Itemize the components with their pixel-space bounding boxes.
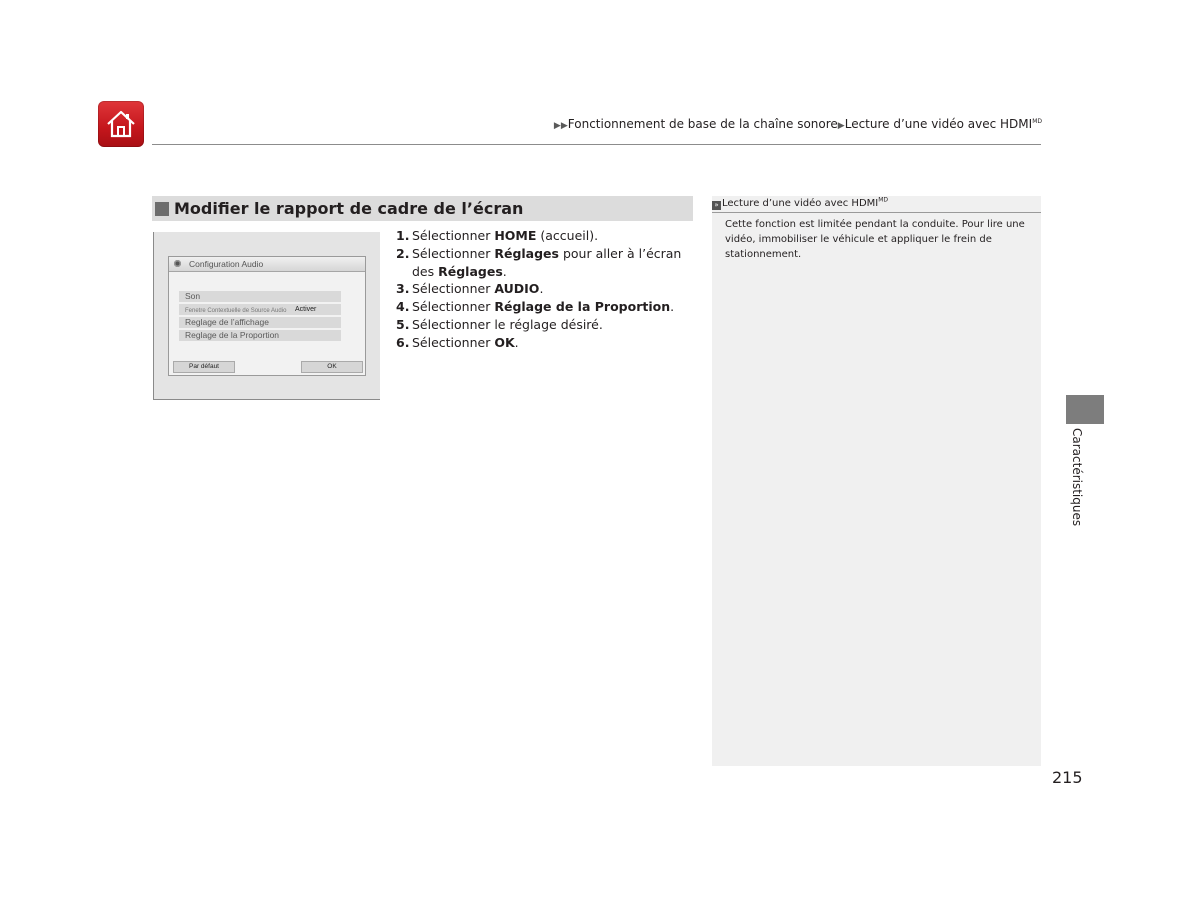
- sidebar-title-sup: MD: [878, 196, 889, 204]
- breadcrumb-sup: MD: [1032, 118, 1042, 125]
- menu-item-proportion: [179, 330, 341, 341]
- step-item: [396, 227, 696, 245]
- menu-item-label: Fenetre Contextuelle de Source Audio: [185, 308, 287, 314]
- step-keyword: AUDIO: [494, 281, 540, 297]
- step-keyword: HOME: [494, 228, 537, 243]
- menu-item-label: Reglage de la Proportion: [185, 330, 280, 340]
- menu-item-popup-source: [179, 304, 341, 315]
- step-keyword: OK: [494, 334, 515, 350]
- step-item: [396, 245, 696, 281]
- menu-item-label: Reglage de l’affichage: [185, 317, 269, 327]
- step-number: 2.: [396, 245, 410, 261]
- reference-arrow-icon: »: [712, 201, 721, 210]
- step-text: pour aller à l’écran des: [412, 245, 682, 279]
- step-number: 5.: [396, 316, 410, 332]
- home-icon[interactable]: [98, 101, 144, 147]
- audio-settings-dialog: [168, 256, 366, 376]
- sidebar-note: [712, 196, 1041, 766]
- step-text: (accueil).: [536, 228, 599, 243]
- breadcrumb: [554, 117, 1042, 131]
- step-item: [396, 334, 696, 352]
- step-item: [396, 298, 696, 316]
- section-header: [152, 196, 693, 221]
- menu-item-display: [179, 317, 341, 328]
- settings-dot-icon: [174, 260, 181, 267]
- step-number: 4.: [396, 299, 410, 315]
- menu-item-son: [179, 291, 341, 302]
- chapter-tab[interactable]: [1066, 395, 1104, 424]
- step-text: Sélectionner: [412, 245, 495, 261]
- menu-item-label: Son: [185, 291, 201, 301]
- section-square-icon: [155, 202, 169, 216]
- step-number: 1.: [396, 228, 410, 243]
- chapter-label: Caractéristiques: [1070, 428, 1084, 527]
- step-text: Sélectionner: [412, 281, 495, 297]
- page-number: 215: [1052, 768, 1083, 787]
- breadcrumb-part1[interactable]: Fonctionnement de base de la chaîne sonore: [567, 117, 838, 131]
- step-item: [396, 316, 696, 334]
- step-keyword: Réglages: [494, 245, 559, 261]
- step-item: [396, 280, 696, 298]
- steps-list: [396, 227, 696, 352]
- step-number: 3.: [396, 281, 410, 297]
- breadcrumb-arrow-icon: ▶▶: [553, 121, 568, 131]
- step-text: Sélectionner: [412, 299, 495, 315]
- step-text: Sélectionner: [412, 228, 495, 243]
- step-keyword: Réglages: [438, 263, 503, 279]
- sidebar-body: Cette fonction est limitée pendant la conduite. Pour lire une vidéo, immobiliser le véhicule et appliquer le frein de stationnement.: [725, 219, 1025, 260]
- breadcrumb-part2[interactable]: Lecture d’une vidéo avec HDMI: [844, 117, 1033, 131]
- dialog-title-bar: [169, 257, 365, 272]
- dialog-title: Configuration Audio: [189, 259, 264, 269]
- step-text: .: [539, 281, 544, 297]
- screen-illustration: [153, 232, 380, 400]
- step-text: Sélectionner: [412, 334, 495, 350]
- header-divider: [152, 144, 1041, 145]
- house-glyph: [105, 108, 137, 140]
- step-text: .: [502, 263, 507, 279]
- step-text: Sélectionner le réglage désiré.: [412, 316, 603, 332]
- sidebar-title: [712, 196, 1041, 213]
- default-button: Par défaut: [173, 361, 235, 373]
- section-title: Modifier le rapport de cadre de l’écran: [174, 199, 524, 218]
- sidebar-title-text: Lecture d’une vidéo avec HDMI: [722, 198, 879, 209]
- step-number: 6.: [396, 334, 410, 350]
- menu-item-value: Activer: [295, 306, 317, 313]
- step-text: .: [670, 299, 675, 315]
- step-keyword: Réglage de la Proportion: [494, 299, 671, 315]
- step-text: .: [514, 334, 519, 350]
- breadcrumb-arrow-icon: ▶: [837, 121, 845, 131]
- ok-button: OK: [301, 361, 363, 373]
